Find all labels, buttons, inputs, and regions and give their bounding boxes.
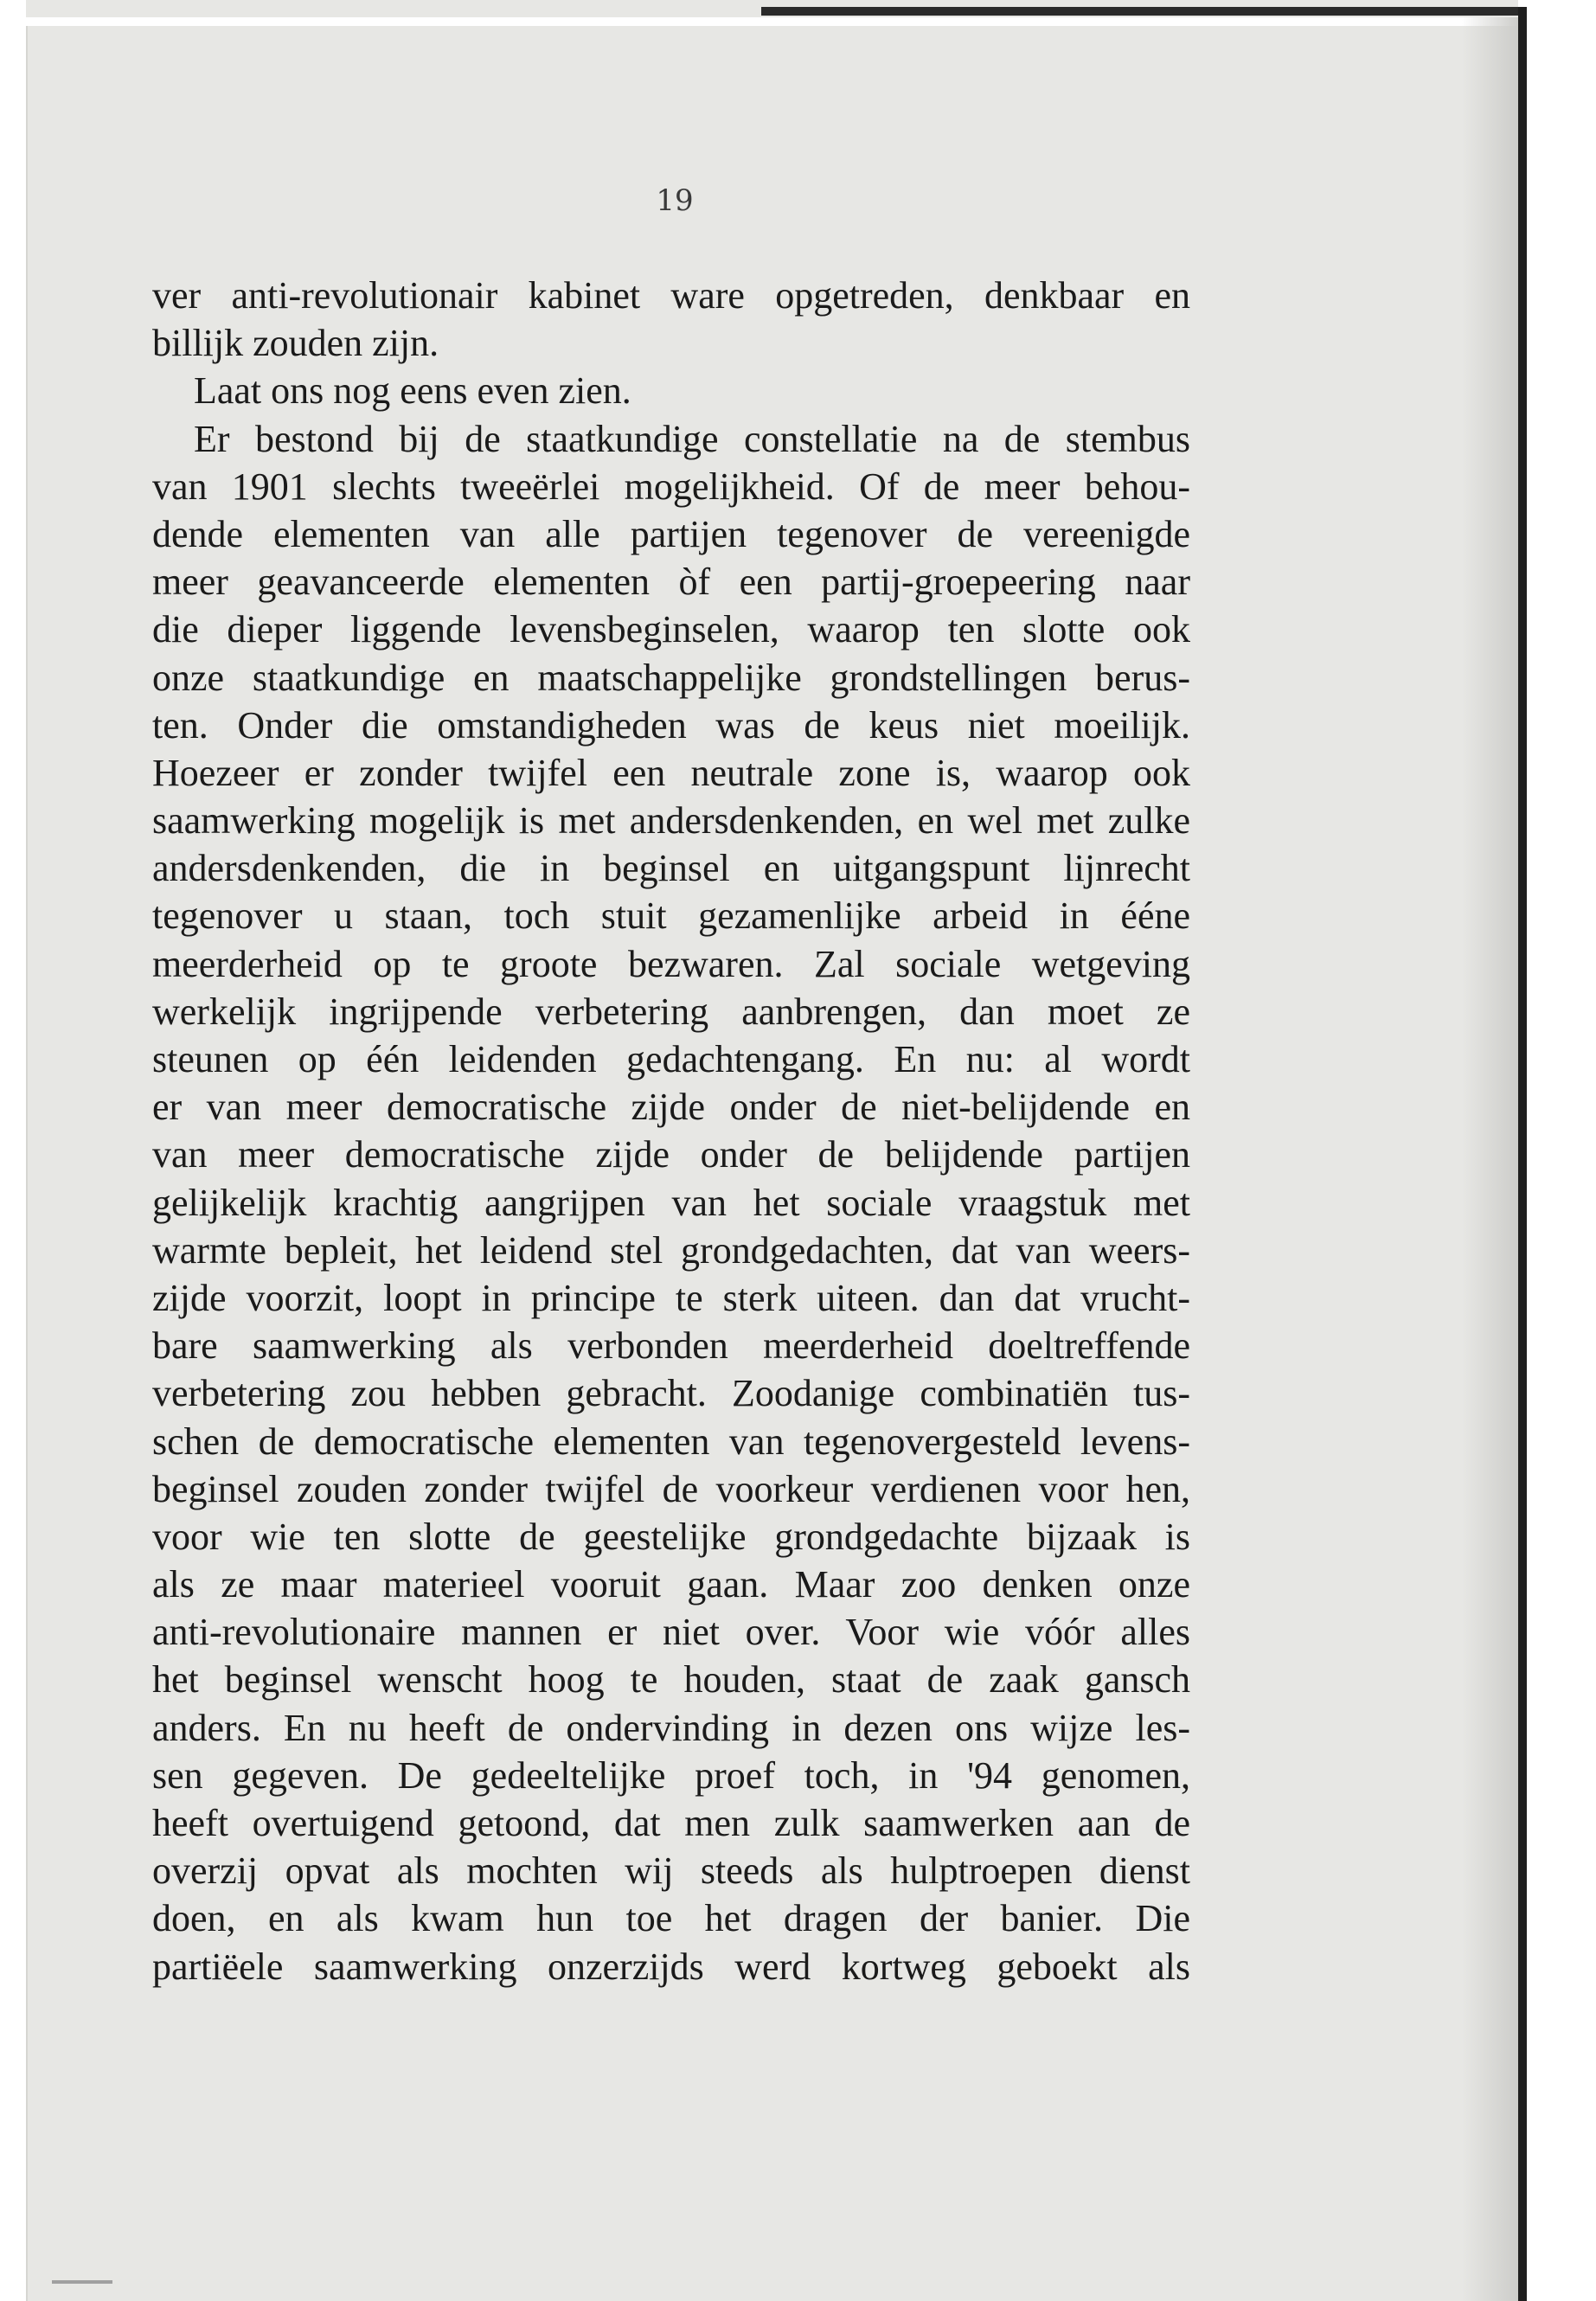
text-line: er van meer democratische zijde onder de niet-belijdende en bbox=[152, 1086, 1190, 1129]
text-line: Er bestond bij de staatkundige constellatie na de stembus bbox=[194, 417, 1190, 460]
text-line: beginsel zouden zonder twijfel de voorkeur verdienen voor hen, bbox=[152, 1467, 1190, 1510]
binding-shadow bbox=[1462, 17, 1518, 2301]
text-line: het beginsel wenscht hoog te houden, staat de zaak gansch bbox=[152, 1658, 1190, 1702]
text-line: die dieper liggende levensbeginselen, waarop ten slotte ook bbox=[152, 608, 1190, 651]
text-line: overzij opvat als mochten wij steeds als hulptroepen dienst bbox=[152, 1849, 1190, 1893]
scan-bottom-mark bbox=[52, 2280, 112, 2284]
text-line: voor wie ten slotte de geestelijke grondgedachte bijzaak is bbox=[152, 1515, 1190, 1558]
text-line: Laat ons nog eens even zien. bbox=[194, 369, 631, 413]
text-line: Hoezeer er zonder twijfel een neutrale zone is, waarop ook bbox=[152, 751, 1190, 794]
text-line: onze staatkundige en maatschappelijke grondstellingen berus- bbox=[152, 656, 1190, 699]
text-line: bare saamwerking als verbonden meerderheid doeltreffende bbox=[152, 1324, 1190, 1368]
page-number: 19 bbox=[656, 183, 694, 218]
scan-right-edge bbox=[1518, 7, 1527, 2301]
text-line: gelijkelijk krachtig aangrijpen van het sociale vraagstuk met bbox=[152, 1181, 1190, 1224]
body-text bbox=[152, 272, 1190, 1990]
text-line: meerderheid op te groote bezwaren. Zal sociale wetgeving bbox=[152, 942, 1190, 985]
text-line: partiëele saamwerking onzerzijds werd kortweg geboekt als bbox=[152, 1945, 1190, 1988]
text-line: van 1901 slechts tweeërlei mogelijkheid. Of de meer behou- bbox=[152, 465, 1190, 508]
text-line: sen gegeven. De gedeeltelijke proef toch, in '94 genomen, bbox=[152, 1753, 1190, 1797]
text-line: andersdenkenden, die in beginsel en uitgangspunt lijnrecht bbox=[152, 847, 1190, 890]
text-line: schen de democratische elementen van tegenovergesteld levens- bbox=[152, 1420, 1190, 1463]
text-line: zijde voorzit, loopt in principe te sterk uiteen. dan dat vrucht- bbox=[152, 1276, 1190, 1319]
text-line: doen, en als kwam hun toe het dragen der banier. Die bbox=[152, 1897, 1190, 1940]
text-line: warmte bepleit, het leidend stel grondgedachten, dat van weers- bbox=[152, 1228, 1190, 1272]
text-line: werkelijk ingrijpende verbetering aanbrengen, dan moet ze bbox=[152, 990, 1190, 1033]
text-line: als ze maar materieel vooruit gaan. Maar zoo denken onze bbox=[152, 1563, 1190, 1606]
text-line: heeft overtuigend getoond, dat men zulk saamwerken aan de bbox=[152, 1802, 1190, 1844]
text-line: dende elementen van alle partijen tegenover de vereenigde bbox=[152, 512, 1190, 555]
text-line: ten. Onder die omstandigheden was de keus niet moeilijk. bbox=[152, 703, 1190, 747]
text-line: billijk zouden zijn. bbox=[152, 322, 439, 365]
text-line: saamwerking mogelijk is met andersdenkenden, en wel met zulke bbox=[152, 799, 1190, 843]
scan-top-edge bbox=[761, 7, 1518, 16]
text-line: steunen op één leidenden gedachtengang. En nu: al wordt bbox=[152, 1038, 1190, 1080]
text-line: meer geavanceerde elementen òf een partij-groepeering naar bbox=[152, 561, 1190, 604]
text-line: van meer democratische zijde onder de belijdende partijen bbox=[152, 1133, 1190, 1176]
text-line: verbetering zou hebben gebracht. Zoodanige combinatiën tus- bbox=[152, 1372, 1190, 1415]
text-line: anti-revolutionaire mannen er niet over. Voor wie vóór alles bbox=[152, 1611, 1190, 1654]
text-line: tegenover u staan, toch stuit gezamenlijke arbeid in ééne bbox=[152, 894, 1190, 938]
text-line: ver anti-revolutionair kabinet ware opgetreden, denkbaar en bbox=[152, 274, 1190, 317]
text-line: anders. En nu heeft de ondervinding in dezen ons wijze les- bbox=[152, 1706, 1190, 1749]
